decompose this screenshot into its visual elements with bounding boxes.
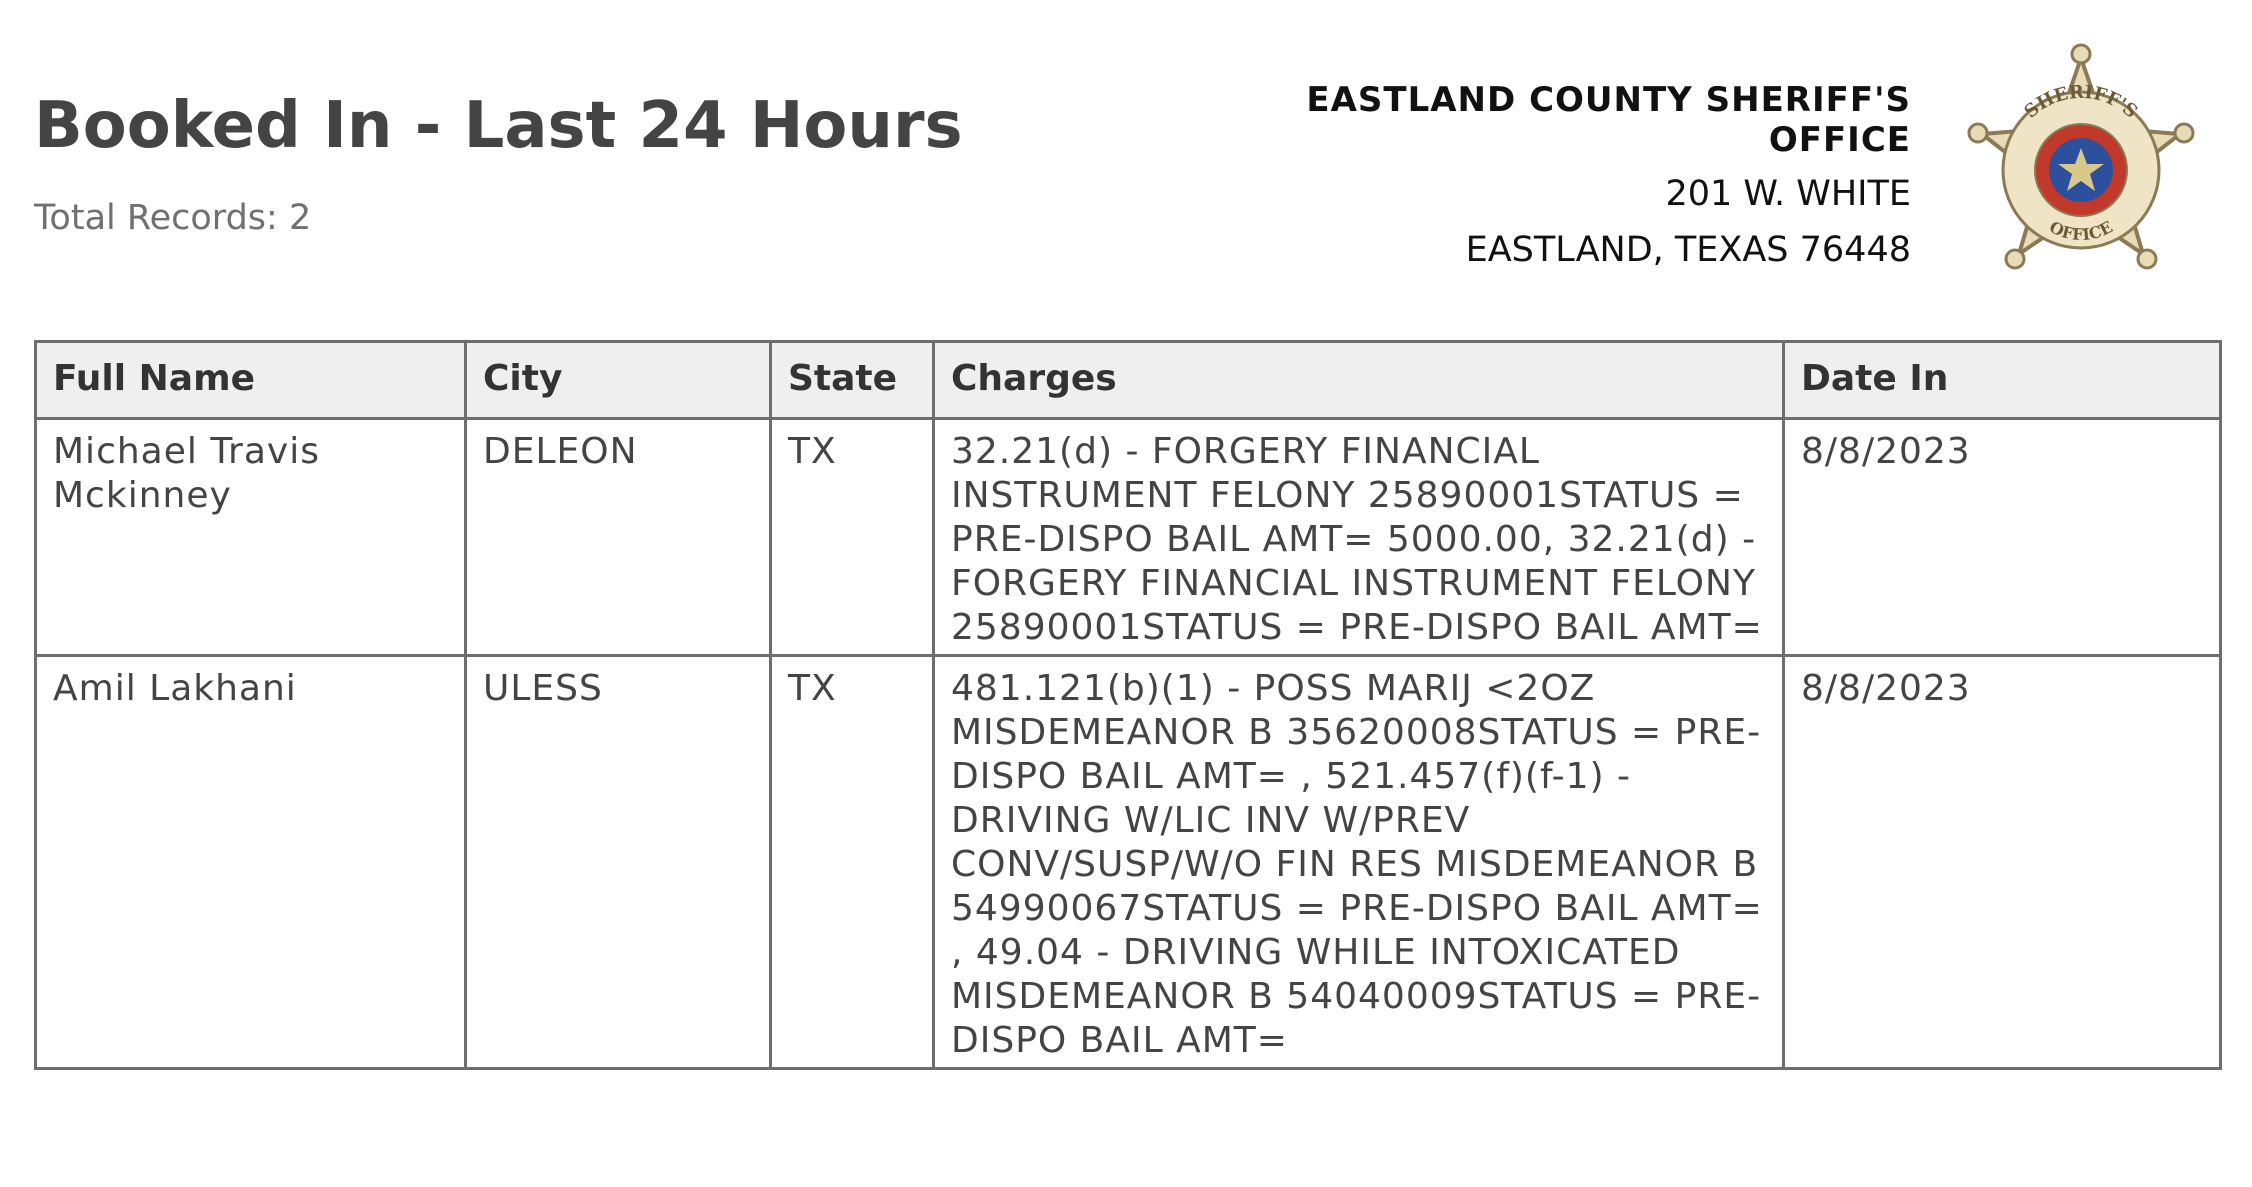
cell-city: DELEON [466, 419, 771, 656]
cell-full-name: Michael Travis Mckinney [36, 419, 466, 656]
cell-date-in: 8/8/2023 [1784, 419, 2221, 656]
page-title: Booked In - Last 24 Hours [34, 89, 963, 163]
office-name: EASTLAND COUNTY SHERIFF'S OFFICE [1306, 80, 1911, 160]
office-address-city: EASTLAND, TEXAS 76448 [1465, 230, 1911, 270]
total-records-label: Total Records: 2 [34, 198, 312, 238]
cell-charges: 481.121(b)(1) - POSS MARIJ <2OZ MISDEMEANOR B 35620008STATUS = PRE-DISPO BAIL AMT= , 521.457(f)(f-1) - DRIVING W/LIC INV W/PREV CONV/SUSP/W/O FIN RES MISDEMEANOR B 54990067STATUS = PRE-DISPO BAIL AMT= , 49.04 - DRIVING WHILE INTOXICATED MISDEMEANOR B 54040009STATUS = PRE-DISPO BAIL AMT= [934, 656, 1784, 1069]
cell-city: ULESS [466, 656, 771, 1069]
column-header-charges: Charges [934, 342, 1784, 419]
badge-top-text: SHERIFF'S [2020, 81, 2142, 123]
cell-charges: 32.21(d) - FORGERY FINANCIAL INSTRUMENT FELONY 25890001STATUS = PRE-DISPO BAIL AMT= 5000.00, 32.21(d) - FORGERY FINANCIAL INSTRUMENT FELONY 25890001STATUS = PRE-DISPO BAIL AMT= [934, 419, 1784, 656]
table-row [36, 656, 2221, 1069]
column-header-date-in: Date In [1784, 342, 2221, 419]
column-header-full-name: Full Name [36, 342, 466, 419]
table-header-row [36, 342, 2221, 419]
column-header-city: City [466, 342, 771, 419]
booking-table [34, 340, 2222, 1070]
cell-date-in: 8/8/2023 [1784, 656, 2221, 1069]
table-row [36, 419, 2221, 656]
cell-full-name: Amil Lakhani [36, 656, 466, 1069]
office-address-street: 201 W. WHITE [1665, 174, 1911, 214]
cell-state: TX [771, 656, 934, 1069]
cell-state: TX [771, 419, 934, 656]
column-header-state: State [771, 342, 934, 419]
office-info [1211, 80, 1911, 272]
badge-bottom-text: OFFICE [2046, 217, 2116, 245]
sheriff-badge-icon [1938, 30, 2224, 304]
